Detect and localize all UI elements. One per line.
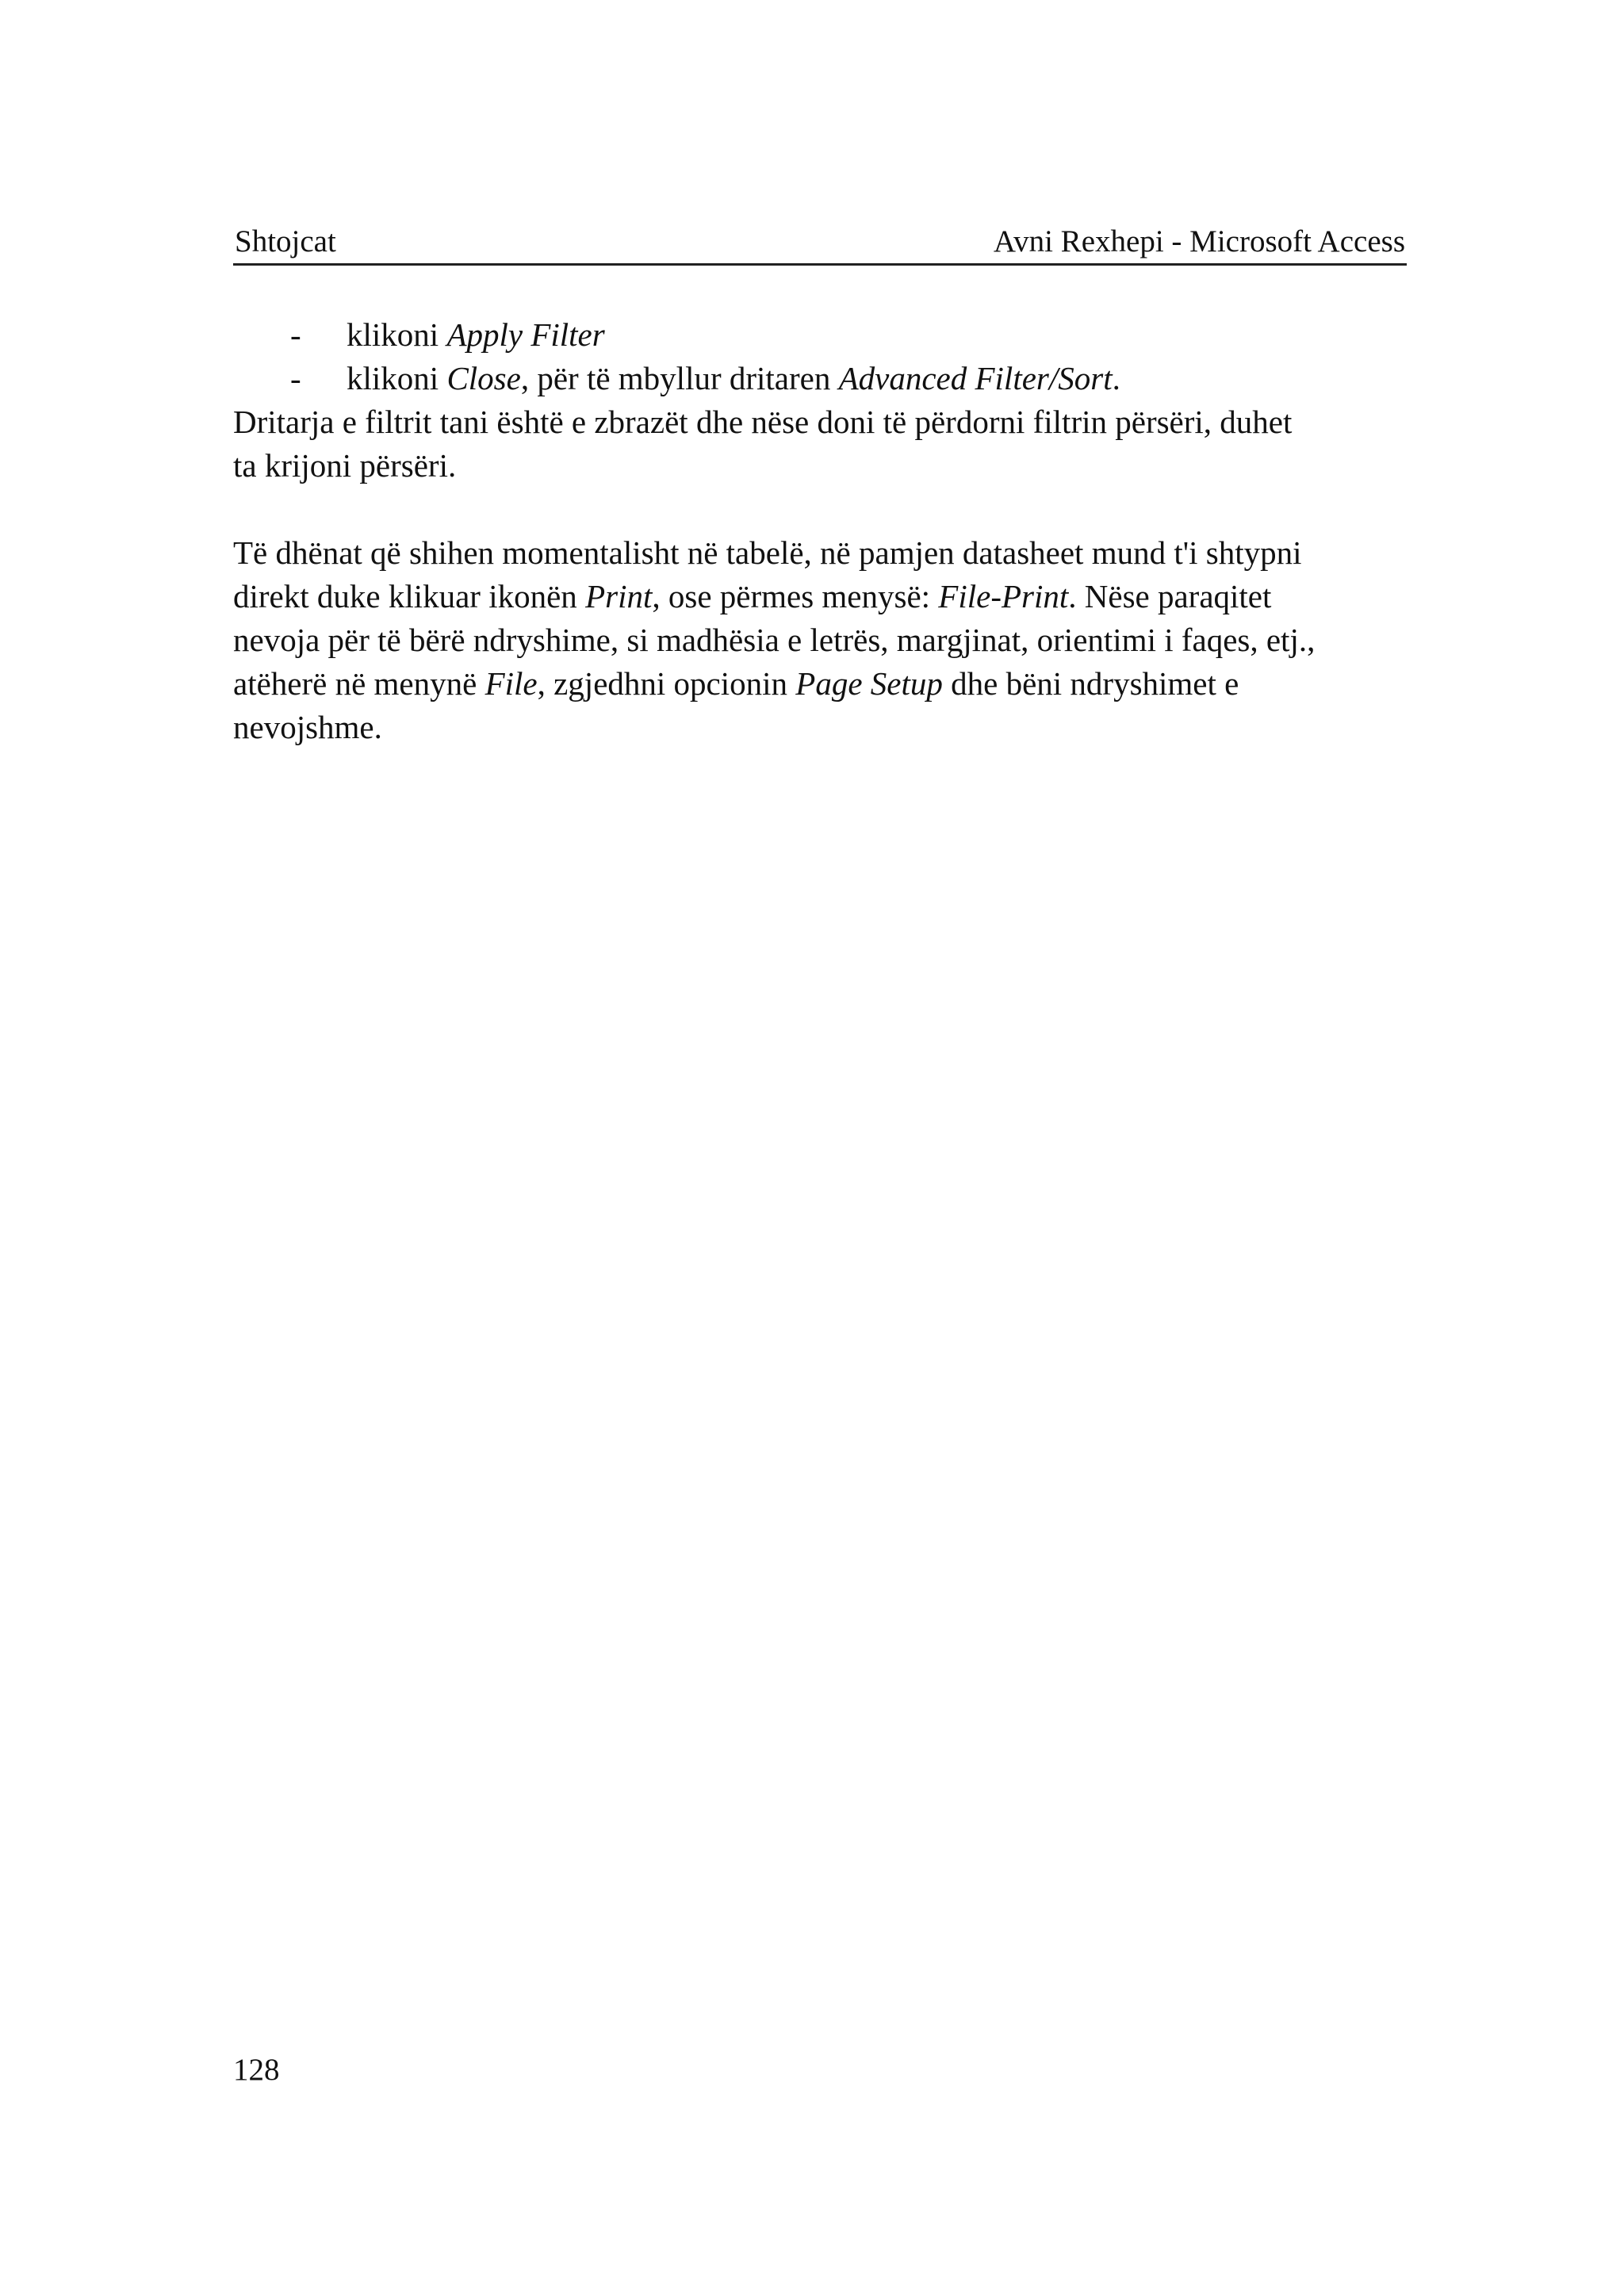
page-number: 128 <box>233 2053 280 2087</box>
bullet-item-close <box>233 357 1407 400</box>
text-run: atëherë në menynë <box>233 665 485 702</box>
paragraph-line <box>233 662 1407 706</box>
bullet-prefix: klikoni <box>347 360 447 396</box>
text-run: dhe bëni ndryshimet e <box>942 665 1239 702</box>
paragraph-line: Të dhënat që shihen momentalisht në tabelë, në pamjen datasheet mund t'i shtypni <box>233 534 1302 571</box>
bullet-prefix: klikoni <box>347 316 447 353</box>
text-run: direkt duke klikuar ikonën <box>233 578 586 614</box>
text-emphasis: File-Print <box>938 578 1069 614</box>
paragraph-line: nevoja për të bërë ndryshime, si madhësia e letrës, margjinat, orientimi i faqes, etj., <box>233 622 1316 658</box>
bullet-dash: - <box>290 316 301 353</box>
text-emphasis: Page Setup <box>795 665 943 702</box>
paragraph-line: ta krijoni përsëri. <box>233 447 457 484</box>
bullet-dash: - <box>290 360 301 396</box>
paragraph-line <box>233 575 1407 618</box>
paragraph-printing <box>233 531 1407 749</box>
paragraph-line: Dritarja e filtrit tani është e zbrazët dhe nëse doni të përdorni filtrin përsëri, duhet <box>233 404 1293 440</box>
bullet-rest: , për të mbyllur dritaren <box>520 360 839 396</box>
text-run: , zgjedhni opcionin <box>537 665 796 702</box>
text-run: . Nëse paraqitet <box>1068 578 1272 614</box>
page-body <box>233 313 1407 749</box>
bullet-text <box>347 313 605 357</box>
bullet-item-apply-filter <box>233 313 1407 357</box>
bullet-end: . <box>1112 360 1120 396</box>
text-run: , ose përmes menysë: <box>652 578 939 614</box>
header-book-title: Avni Rexhepi - Microsoft Access <box>993 224 1405 258</box>
bullet-text <box>347 357 1120 400</box>
bullet-emphasis: Close <box>446 360 521 396</box>
paragraph-line: nevojshme. <box>233 709 382 745</box>
bullet-emphasis-2: Advanced Filter/Sort <box>838 360 1113 396</box>
text-emphasis: Print <box>585 578 653 614</box>
bullet-emphasis: Apply Filter <box>446 316 605 353</box>
paragraph-filter-window <box>233 400 1407 488</box>
text-emphasis: File <box>485 665 538 702</box>
header-chapter-title: Shtojcat <box>235 224 336 258</box>
page-header <box>233 220 1407 266</box>
